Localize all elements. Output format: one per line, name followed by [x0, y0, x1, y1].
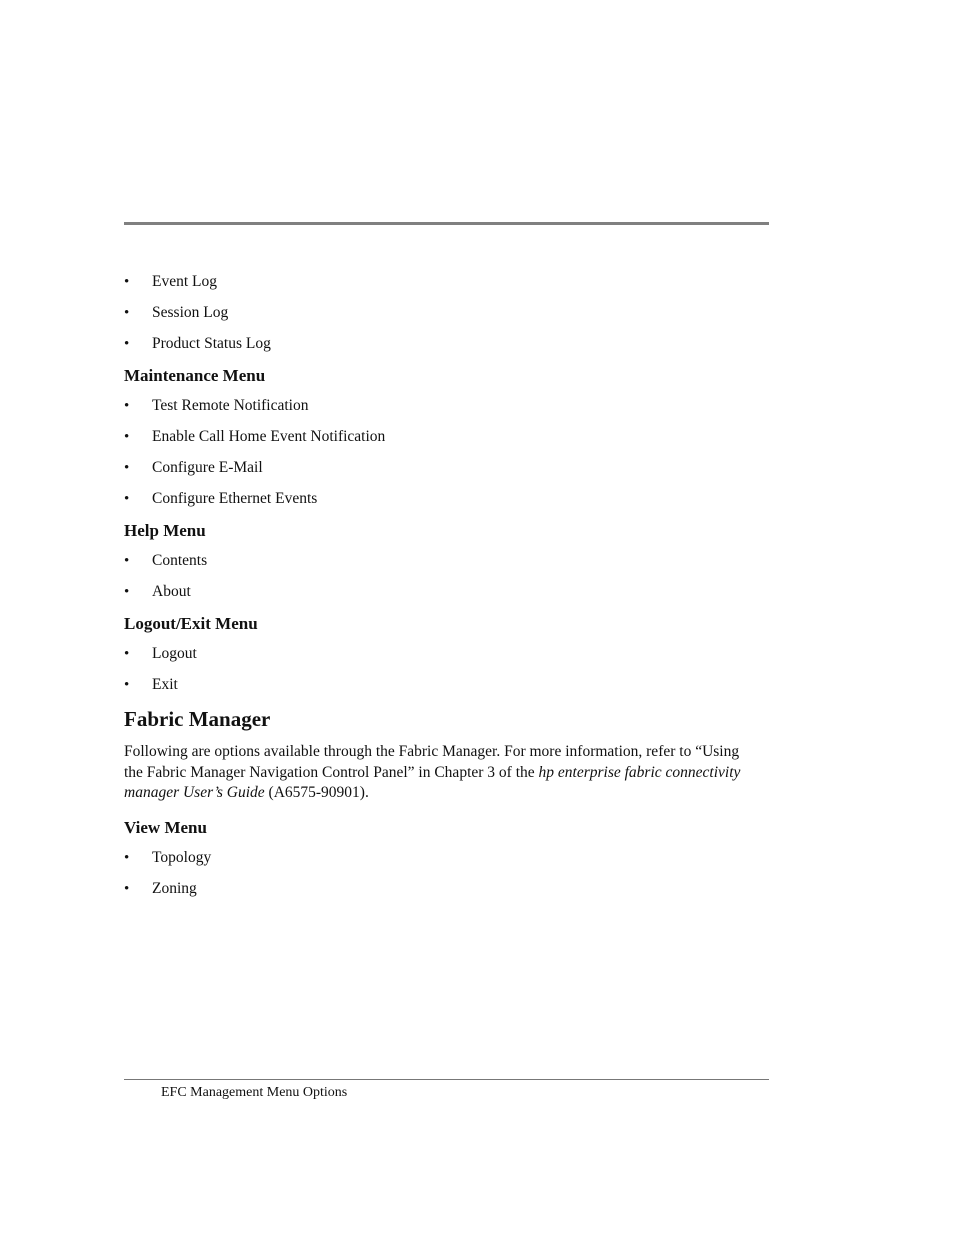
bullet-icon: • — [124, 429, 130, 445]
bullet-icon: • — [124, 336, 130, 352]
maintenance-menu-list — [124, 396, 769, 509]
list-item — [124, 396, 769, 416]
view-menu-list — [124, 848, 769, 899]
list-item — [124, 458, 769, 478]
maintenance-menu-heading: Maintenance Menu — [124, 366, 266, 385]
list-item — [124, 489, 769, 509]
help-menu-list — [124, 551, 769, 602]
bullet-icon: • — [124, 646, 130, 662]
list-item — [124, 334, 769, 354]
bullet-icon: • — [124, 460, 130, 476]
logout-exit-menu-list — [124, 644, 769, 695]
list-item-label: About — [152, 583, 191, 600]
top-divider — [124, 222, 769, 225]
bullet-icon: • — [124, 305, 130, 321]
list-item-label: Product Status Log — [152, 335, 271, 352]
list-item-label: Contents — [152, 552, 208, 569]
description-text: Following are options available through the Fabric Manager. For more information, refer to “Using the Fabric Manager Navigation Control Panel” in Chapter 3 of the — [124, 743, 740, 781]
fabric-manager-heading: Fabric Manager — [124, 707, 271, 731]
list-item-label: Zoning — [152, 879, 197, 897]
list-item — [124, 675, 769, 695]
page-footer: EFC Management Menu Options — [161, 1085, 348, 1100]
bullet-icon: • — [124, 849, 130, 866]
list-item-label: Logout — [152, 645, 197, 662]
bullet-icon: • — [124, 274, 130, 290]
page-content — [124, 272, 769, 910]
bullet-icon: • — [124, 553, 130, 569]
list-item — [124, 644, 769, 664]
bullet-icon: • — [124, 880, 130, 897]
bullet-icon: • — [124, 491, 130, 507]
log-list — [124, 272, 769, 354]
fabric-manager-description — [124, 742, 744, 804]
list-item-label: Configure Ethernet Events — [152, 490, 318, 507]
help-menu-heading: Help Menu — [124, 521, 206, 540]
list-item — [124, 303, 769, 323]
list-item — [124, 551, 769, 571]
list-item — [124, 879, 769, 899]
list-item-label: Topology — [152, 848, 212, 866]
list-item-label: Enable Call Home Event Notification — [152, 428, 386, 445]
list-item-label: Session Log — [152, 304, 229, 321]
bullet-icon: • — [124, 398, 130, 414]
bullet-icon: • — [124, 677, 130, 693]
list-item-label: Event Log — [152, 273, 217, 290]
list-item — [124, 272, 769, 292]
list-item-label: Test Remote Notification — [152, 397, 309, 414]
list-item — [124, 427, 769, 447]
guide-title: hp enterprise fabric connectivity manager User’s Guide — [124, 763, 741, 801]
logout-exit-menu-heading: Logout/Exit Menu — [124, 614, 258, 633]
list-item — [124, 848, 769, 868]
footer-divider — [124, 1079, 769, 1080]
list-item — [124, 582, 769, 602]
list-item-label: Configure E-Mail — [152, 459, 263, 476]
view-menu-heading: View Menu — [124, 817, 207, 837]
bullet-icon: • — [124, 584, 130, 600]
description-text-end: (A6575-90901). — [264, 784, 369, 801]
list-item-label: Exit — [152, 676, 178, 693]
